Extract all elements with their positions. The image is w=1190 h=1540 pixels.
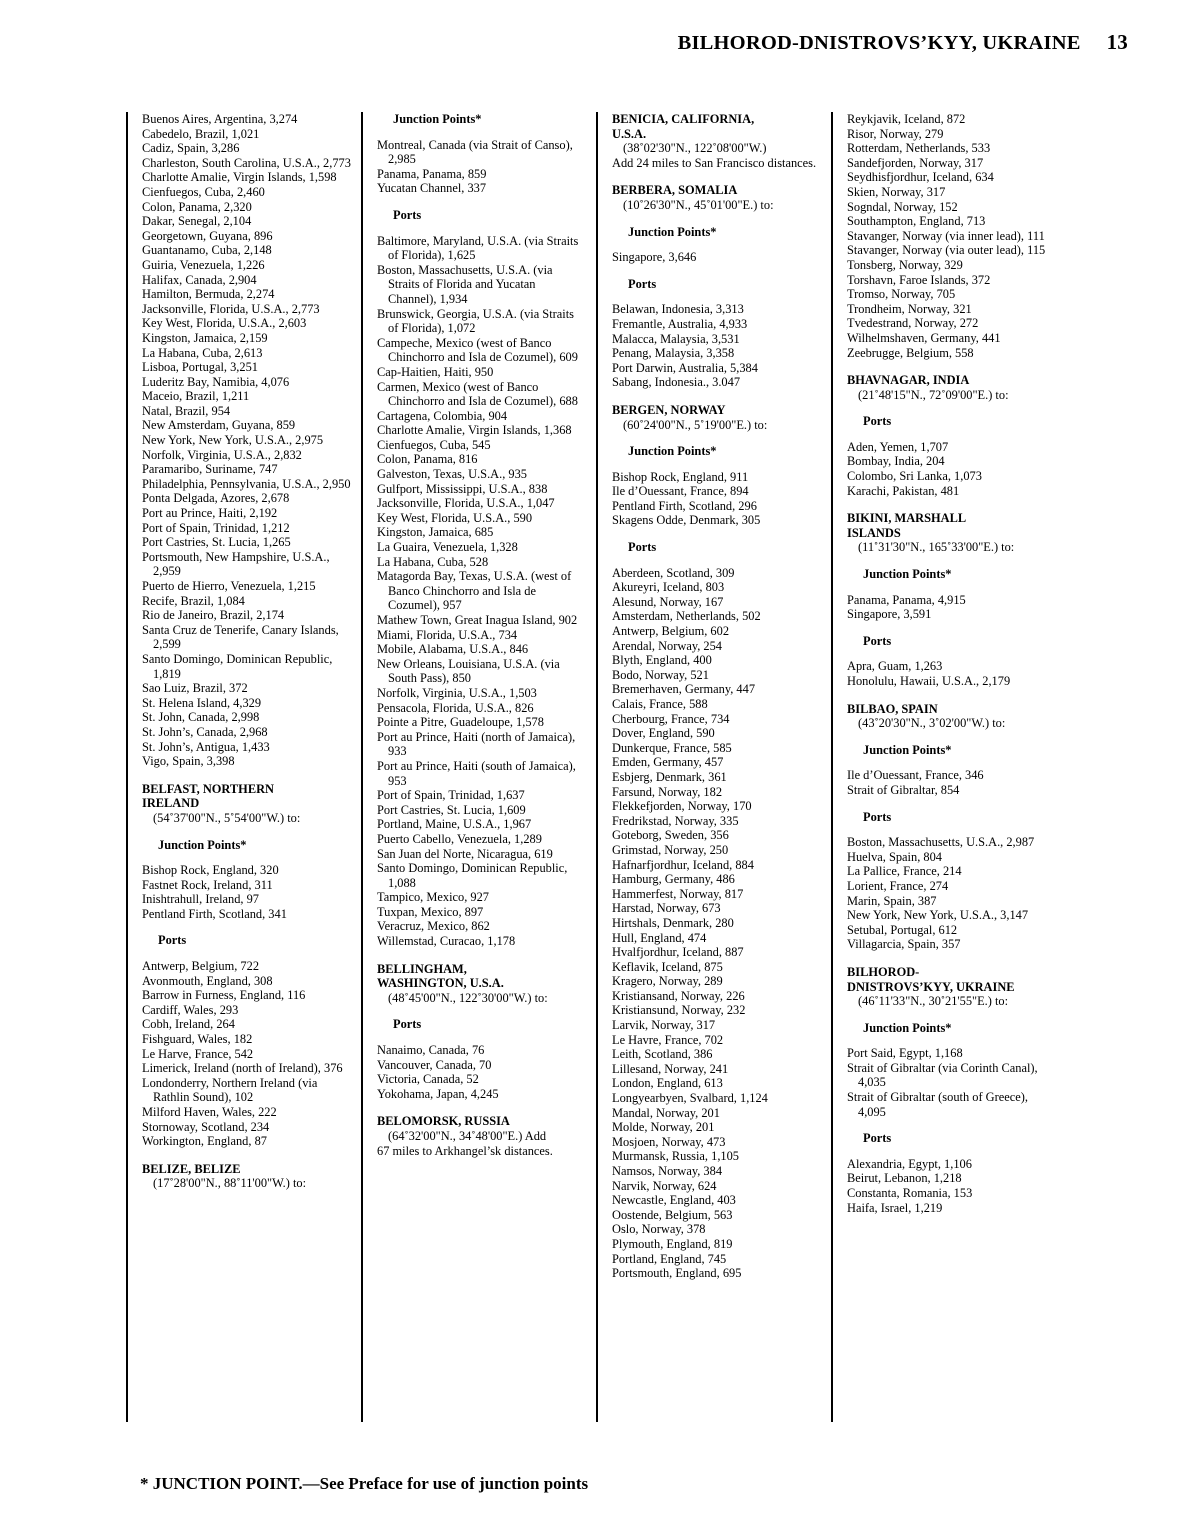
entry-heading [377,962,586,991]
distance-entry: Mobile, Alabama, U.S.A., 846 [377,642,529,657]
entry-heading [612,403,821,418]
section-subheading: Junction Points* [628,444,717,459]
entry-heading-line: BILHOROD- [847,964,920,979]
distance-entry: St. Helena Island, 4,329 [142,695,262,710]
distance-entry: Dunkerque, France, 585 [612,740,732,755]
distance-entry: La Guaira, Venezuela, 1,328 [377,540,518,555]
distance-entry: Santo Domingo, Dominican Republic, 1,819 [142,651,333,681]
distance-entry: Port Castries, St. Lucia, 1,609 [377,802,526,817]
entry-heading [377,1114,586,1129]
distance-entry: Willemstad, Curacao, 1,178 [377,934,516,949]
distance-entry: Maceio, Brazil, 1,211 [142,389,250,404]
distance-entry: Panama, Panama, 859 [377,166,487,181]
distance-entry: Singapore, 3,646 [612,250,697,265]
distance-entry: Zeebrugge, Belgium, 558 [847,345,974,360]
entry-heading-line: IRELAND [142,796,200,811]
distance-entry: Grimstad, Norway, 250 [612,842,729,857]
distance-entry: Murmansk, Russia, 1,105 [612,1149,740,1164]
distance-entry: Pensacola, Florida, U.S.A., 826 [377,700,534,715]
distance-entry: Strait of Gibraltar, 854 [847,782,960,797]
distance-entry: Farsund, Norway, 182 [612,784,723,799]
distance-entry: Campeche, Mexico (west of Banco Chinchorro and Isla de Cozumel), 609 [377,335,578,365]
distance-entry: Cadiz, Spain, 3,286 [142,141,240,156]
distance-entry: Bodo, Norway, 521 [612,667,709,682]
distance-entry: Antwerp, Belgium, 722 [142,959,260,974]
distance-entry: Panama, Panama, 4,915 [847,592,966,607]
entry-heading [847,965,1056,994]
distance-entry: Longyearbyen, Svalbard, 1,124 [612,1091,768,1106]
distance-entry: Strait of Gibraltar (via Corinth Canal), 4,035 [847,1060,1038,1090]
distance-entry: Alexandria, Egypt, 1,106 [847,1156,972,1171]
distance-entry: Amsterdam, Netherlands, 502 [612,609,761,624]
distance-entry: Key West, Florida, U.S.A., 2,603 [142,316,307,331]
distance-entry: Larvik, Norway, 317 [612,1018,716,1033]
section-subheading: Ports [863,1131,892,1146]
entry-heading [847,373,1056,388]
distance-entry: New Orleans, Louisiana, U.S.A. (via South Pass), 850 [377,656,560,686]
distance-entry: Tromso, Norway, 705 [847,287,956,302]
distance-entry: Port Castries, St. Lucia, 1,265 [142,535,291,550]
distance-entry: Baltimore, Maryland, U.S.A. (via Straits of Florida), 1,625 [377,233,579,263]
distance-entry: Fremantle, Australia, 4,933 [612,316,748,331]
distance-entry: Tuxpan, Mexico, 897 [377,904,484,919]
distance-entry: Cobh, Ireland, 264 [142,1017,235,1032]
distance-entry: Halifax, Canada, 2,904 [142,272,257,287]
entry-heading [142,782,351,811]
distance-entry: Leith, Scotland, 386 [612,1047,713,1062]
distance-entry: Limerick, Ireland (north of Ireland), 376 [142,1061,343,1076]
distance-entry: Stornoway, Scotland, 234 [142,1119,270,1134]
distance-entry: Beirut, Lebanon, 1,218 [847,1171,962,1186]
entry-heading-line: BIKINI, MARSHALL [847,511,967,526]
section-subheading: Ports [393,1017,422,1032]
distance-entry: Georgetown, Guyana, 896 [142,228,273,243]
distance-entry: Goteborg, Sweden, 356 [612,828,729,843]
distance-entry: Penang, Malaysia, 3,358 [612,346,735,361]
distance-entry: Karachi, Pakistan, 481 [847,483,960,498]
distance-entry: Hull, England, 474 [612,930,707,945]
distance-entry: Plymouth, England, 819 [612,1236,733,1251]
distance-entry: Boston, Massachusetts, U.S.A. (via Straits of Florida and Yucatan Channel), 1,934 [377,262,553,306]
distance-entry: Puerto Cabello, Venezuela, 1,289 [377,831,542,846]
distance-entry: Pentland Firth, Scotland, 341 [142,906,287,921]
distance-entry: Oostende, Belgium, 563 [612,1207,733,1222]
distance-entry: Kragero, Norway, 289 [612,974,723,989]
distance-entry: Wilhelmshaven, Germany, 441 [847,330,1001,345]
entry-heading [612,112,821,141]
entry-heading-line: BENICIA, CALIFORNIA, [612,112,755,126]
distance-entry: Workington, England, 87 [142,1134,267,1149]
distance-entry: Buenos Aires, Argentina, 3,274 [142,112,298,126]
distance-entry: Inishtrahull, Ireland, 97 [142,892,259,907]
entry-note: 67 miles to Arkhangel’sk distances. [377,1143,553,1158]
section-subheading: Junction Points* [863,742,952,757]
section-subheading: Junction Points* [158,837,247,852]
distance-entry: Port au Prince, Haiti, 2,192 [142,506,278,521]
distance-entry: Guantanamo, Cuba, 2,148 [142,243,272,258]
distance-entry: San Juan del Norte, Nicaragua, 619 [377,846,553,861]
distance-entry: Paramaribo, Suriname, 747 [142,462,278,477]
distance-entry: Emden, Germany, 457 [612,755,724,770]
distance-entry: St. John, Canada, 2,998 [142,710,260,725]
distance-entry: Pentland Firth, Scotland, 296 [612,498,757,513]
entry-coordinates: (43˚20'30"N., 3˚02'00"W.) to: [858,716,1006,731]
distance-entry: Ponta Delgada, Azores, 2,678 [142,491,290,506]
distance-entry: Norfolk, Virginia, U.S.A., 2,832 [142,447,302,462]
distance-entry: Tvedestrand, Norway, 272 [847,316,979,331]
section-subheading: Ports [628,276,657,291]
distance-entry: Cardiff, Wales, 293 [142,1002,239,1017]
distance-entry: Port Said, Egypt, 1,168 [847,1046,963,1061]
distance-entry: Cartagena, Colombia, 904 [377,408,508,423]
distance-entry: Kristiansand, Norway, 226 [612,988,745,1003]
distance-entry: Vancouver, Canada, 70 [377,1057,492,1072]
distance-entry: Villagarcia, Spain, 357 [847,937,961,952]
distance-entry: Luderitz Bay, Namibia, 4,076 [142,374,290,389]
distance-entry: Kingston, Jamaica, 2,159 [142,330,268,345]
entry-coordinates: (46˚11'33"N., 30˚21'55"E.) to: [858,994,1009,1009]
distance-entry: Southampton, England, 713 [847,214,986,229]
distance-entry: Victoria, Canada, 52 [377,1072,479,1087]
distance-entry: Cherbourg, France, 734 [612,711,730,726]
entry-coordinates: (64˚32'00"N., 34˚48'00"E.) Add [388,1129,547,1143]
text-column [831,112,1066,1422]
distance-entry: Trondheim, Norway, 321 [847,301,972,316]
distance-entry: Matagorda Bay, Texas, U.S.A. (west of Banco Chinchorro and Isla de Cozumel), 957 [377,569,572,613]
distance-entry: Bremerhaven, Germany, 447 [612,682,756,697]
entry-heading [847,511,1056,540]
distance-entry: Stavanger, Norway (via outer lead), 115 [847,243,1046,258]
distance-entry: Fishguard, Wales, 182 [142,1032,253,1047]
distance-entry: Port of Spain, Trinidad, 1,637 [377,788,525,803]
distance-entry: Charlotte Amalie, Virgin Islands, 1,598 [142,170,337,185]
distance-entry: Cap-Haitien, Haiti, 950 [377,364,494,379]
distance-entry: Colon, Panama, 2,320 [142,199,252,214]
section-subheading: Ports [628,540,657,555]
distance-entry: Portland, England, 745 [612,1251,727,1266]
distance-entry: Rio de Janeiro, Brazil, 2,174 [142,608,285,623]
distance-entry: Brunswick, Georgia, U.S.A. (via Straits of Florida), 1,072 [377,306,574,336]
distance-entry: Tonsberg, Norway, 329 [847,257,963,272]
running-head-title: BILHOROD-DNISTROVS’KYY, UKRAINE [677,32,1081,54]
distance-entry: Philadelphia, Pennsylvania, U.S.A., 2,950 [142,476,351,491]
distance-entry: Lorient, France, 274 [847,878,949,893]
section-subheading: Ports [863,809,892,824]
distance-entry: Aden, Yemen, 1,707 [847,439,949,454]
distance-entry: Reykjavik, Iceland, 872 [847,112,966,126]
distance-entry: Sabang, Indonesia., 3.047 [612,375,741,390]
text-column [596,112,831,1422]
entry-heading-line: BILBAO, SPAIN [847,701,938,716]
distance-entry: Jacksonville, Florida, U.S.A., 2,773 [142,301,320,316]
distance-entry: Nanaimo, Canada, 76 [377,1043,485,1058]
distance-entry: Singapore, 3,591 [847,607,932,622]
entry-heading [847,702,1056,717]
distance-entry: Recife, Brazil, 1,084 [142,593,245,608]
section-subheading: Ports [158,933,187,948]
distance-entry: Sandefjorden, Norway, 317 [847,155,984,170]
distance-entry: Bishop Rock, England, 320 [142,863,279,878]
entry-coordinates: (38˚02'30"N., 122˚08'00"W.) [623,141,767,156]
entry-note: Add 24 miles to San Francisco distances. [612,155,817,170]
entry-coordinates: (17˚28'00"N., 88˚11'00"W.) to: [153,1176,307,1191]
distance-entry: Rotterdam, Netherlands, 533 [847,141,991,156]
text-column [361,112,596,1422]
distance-entry: Montreal, Canada (via Strait of Canso), 2,985 [377,137,573,167]
distance-entry: New York, New York, U.S.A., 2,975 [142,433,324,448]
distance-entry: Hvalfjordhur, Iceland, 887 [612,945,744,960]
distance-entry: Vigo, Spain, 3,398 [142,754,235,769]
distance-entry: Huelva, Spain, 804 [847,849,942,864]
distance-entry: Gulfport, Mississippi, U.S.A., 838 [377,481,548,496]
section-subheading: Ports [393,207,422,222]
distance-entry: Barrow in Furness, England, 116 [142,988,306,1003]
distance-entry: Risor, Norway, 279 [847,126,944,141]
distance-entry: Cienfuegos, Cuba, 2,460 [142,184,265,199]
distance-entry: Charlotte Amalie, Virgin Islands, 1,368 [377,423,572,438]
distance-entry: Harstad, Norway, 673 [612,901,721,916]
distance-entry: Puerto de Hierro, Venezuela, 1,215 [142,579,316,593]
distance-entry: Hirtshals, Denmark, 280 [612,915,734,930]
distance-entry: Galveston, Texas, U.S.A., 935 [377,467,527,482]
distance-entry: Molde, Norway, 201 [612,1120,715,1135]
distance-entry: Mandal, Norway, 201 [612,1105,720,1120]
distance-entry: Antwerp, Belgium, 602 [612,624,730,639]
distance-entry: Tampico, Mexico, 927 [377,890,489,905]
distance-entry: Narvik, Norway, 624 [612,1178,717,1193]
distance-entry: Skien, Norway, 317 [847,184,946,199]
distance-entry: Fredrikstad, Norway, 335 [612,813,739,828]
distance-entry: Key West, Florida, U.S.A., 590 [377,510,533,525]
distance-entry: Dakar, Senegal, 2,104 [142,214,252,229]
footnote: * JUNCTION POINT.—See Preface for use of junction points [140,1474,589,1493]
distance-entry: Port au Prince, Haiti (north of Jamaica), 933 [377,729,576,759]
distance-entry: St. John’s, Canada, 2,968 [142,724,268,739]
distance-entry: Avonmouth, England, 308 [142,973,273,988]
distance-entry: Colombo, Sri Lanka, 1,073 [847,469,982,484]
entry-heading [612,183,821,198]
distance-entry: Port Darwin, Australia, 5,384 [612,360,758,375]
distance-entry: Setubal, Portugal, 612 [847,922,958,937]
distance-entry: Constanta, Romania, 153 [847,1186,973,1201]
text-column [126,112,361,1422]
distance-entry: Carmen, Mexico (west of Banco Chinchorro and Isla de Cozumel), 688 [377,379,578,409]
distance-entry: Bombay, India, 204 [847,454,945,469]
entry-heading-line: BERBERA, SOMALIA [612,183,738,198]
distance-entry: Yokohama, Japan, 4,245 [377,1086,499,1101]
distance-entry: Keflavik, Iceland, 875 [612,959,723,974]
entry-heading-line: WASHINGTON, U.S.A. [377,976,504,991]
distance-entry: Oslo, Norway, 378 [612,1222,706,1237]
distance-entry: Sao Luiz, Brazil, 372 [142,681,248,696]
distance-entry: Stavanger, Norway (via inner lead), 111 [847,228,1045,243]
distance-entry: Haifa, Israel, 1,219 [847,1200,943,1215]
distance-entry: Hammerfest, Norway, 817 [612,886,744,901]
distance-entry: Jacksonville, Florida, U.S.A., 1,047 [377,496,555,511]
distance-entry: Portland, Maine, U.S.A., 1,967 [377,817,532,832]
distance-entry: Esbjerg, Denmark, 361 [612,769,727,784]
section-subheading: Junction Points* [393,112,482,126]
running-head [0,30,1128,55]
distance-entry: Port au Prince, Haiti (south of Jamaica), 953 [377,758,576,788]
distance-entry: Yucatan Channel, 337 [377,181,487,196]
distance-entry: Santa Cruz de Tenerife, Canary Islands, 2,599 [142,622,339,652]
distance-entry: Strait of Gibraltar (south of Greece), 4,095 [847,1090,1028,1119]
distance-entry: Mosjoen, Norway, 473 [612,1134,726,1149]
entry-coordinates: (21˚48'15"N., 72˚09'00"E.) to: [858,387,1009,402]
distance-entry: Skagens Odde, Denmark, 305 [612,513,761,528]
entry-heading-line: BELFAST, NORTHERN [142,781,274,796]
entry-heading-line: ISLANDS [847,525,901,540]
section-subheading: Ports [863,414,892,429]
section-subheading: Junction Points* [863,567,952,582]
distance-entry: Norfolk, Virginia, U.S.A., 1,503 [377,685,537,700]
entry-heading-line: BELIZE, BELIZE [142,1161,241,1176]
entry-coordinates: (60˚24'00"N., 5˚19'00"E.) to: [623,417,768,432]
distance-entry: Hafnarfjordhur, Iceland, 884 [612,857,754,872]
distance-entry: Le Havre, France, 702 [612,1032,724,1047]
distance-entry: Miami, Florida, U.S.A., 734 [377,627,518,642]
distance-entry: Natal, Brazil, 954 [142,403,231,418]
distance-entry: Colon, Panama, 816 [377,452,478,467]
distance-entry: Belawan, Indonesia, 3,313 [612,302,744,317]
distance-entry: Blyth, England, 400 [612,653,712,668]
entry-coordinates: (54˚37'00"N., 5˚54'00"W.) to: [153,810,301,825]
distance-entry: London, England, 613 [612,1076,723,1091]
distance-entry: Cabedelo, Brazil, 1,021 [142,126,260,141]
distance-entry: Pointe a Pitre, Guadeloupe, 1,578 [377,715,544,730]
distance-entry: Londonderry, Northern Ireland (via Rathlin Sound), 102 [142,1075,318,1105]
distance-entry: Akureyri, Iceland, 803 [612,580,725,595]
distance-entry: Ile d’Ouessant, France, 894 [612,484,749,499]
distance-entry: Lillesand, Norway, 241 [612,1061,729,1076]
distance-entry: St. John’s, Antigua, 1,433 [142,739,270,754]
entry-coordinates: (10˚26'30"N., 45˚01'00"E.) to: [623,197,774,212]
distance-entry: Fastnet Rock, Ireland, 311 [142,877,273,892]
section-subheading: Junction Points* [863,1020,952,1035]
distance-entry: Honolulu, Hawaii, U.S.A., 2,179 [847,674,1011,688]
entry-coordinates: (11˚31'30"N., 165˚33'00"E.) to: [858,540,1015,555]
distance-entry: Newcastle, England, 403 [612,1193,736,1208]
section-subheading: Junction Points* [628,224,717,239]
distance-entry: Santo Domingo, Dominican Republic, 1,088 [377,861,568,890]
distance-entry: Portsmouth, England, 695 [612,1266,742,1281]
entry-coordinates: (48˚45'00"N., 122˚30'00"W.) to: [388,990,548,1005]
distance-entry: La Habana, Cuba, 2,613 [142,345,263,360]
entry-heading-line: BELOMORSK, RUSSIA [377,1114,510,1129]
distance-entry: Calais, France, 588 [612,697,708,711]
section-subheading: Ports [863,633,892,648]
entry-heading-line: BELLINGHAM, [377,961,467,976]
distance-entry: Ile d’Ouessant, France, 346 [847,768,984,783]
distance-entry: La Habana, Cuba, 528 [377,554,489,569]
distance-entry: Cienfuegos, Cuba, 545 [377,437,491,452]
distance-entry: Hamilton, Bermuda, 2,274 [142,287,275,302]
entry-heading-line: BERGEN, NORWAY [612,402,726,417]
distance-entry: Alesund, Norway, 167 [612,594,724,609]
entry-heading-line: DNISTROVS’KYY, UKRAINE [847,979,1015,994]
distance-entry: Apra, Guam, 1,263 [847,659,943,674]
distance-entry: Boston, Massachusetts, U.S.A., 2,987 [847,835,1035,850]
distance-entry: Charleston, South Carolina, U.S.A., 2,773 [142,155,351,170]
distance-entry: Milford Haven, Wales, 222 [142,1105,277,1119]
distance-entry: Le Harve, France, 542 [142,1046,254,1061]
entry-heading-line: BHAVNAGAR, INDIA [847,373,970,388]
distance-entry: New Amsterdam, Guyana, 859 [142,418,296,433]
distance-entry: Kristiansund, Norway, 232 [612,1003,746,1018]
distance-table-columns [126,112,1066,1422]
distance-entry: Malacca, Malaysia, 3,531 [612,331,740,346]
distance-entry: Port of Spain, Trinidad, 1,212 [142,520,290,535]
distance-entry: Aberdeen, Scotland, 309 [612,565,735,580]
distance-entry: Seydhisfjordhur, Iceland, 634 [847,170,994,185]
distance-entry: Hamburg, Germany, 486 [612,872,735,887]
distance-entry: Mathew Town, Great Inagua Island, 902 [377,613,578,627]
distance-entry: Sogndal, Norway, 152 [847,199,958,214]
distance-entry: Guiria, Venezuela, 1,226 [142,257,265,272]
distance-entry: Kingston, Jamaica, 685 [377,525,494,540]
distance-entry: Flekkefjorden, Norway, 170 [612,799,752,814]
distance-entry: Veracruz, Mexico, 862 [377,919,490,934]
entry-heading [142,1162,351,1177]
distance-entry: Bishop Rock, England, 911 [612,469,749,484]
distance-entry: Torshavn, Faroe Islands, 372 [847,272,991,287]
distance-entry: Dover, England, 590 [612,726,715,741]
distance-entry: Arendal, Norway, 254 [612,638,722,653]
distance-entry: Portsmouth, New Hampshire, U.S.A., 2,959 [142,549,330,579]
distance-entry: Namsos, Norway, 384 [612,1164,723,1178]
distance-entry: Marin, Spain, 387 [847,893,937,908]
page-number: 13 [1106,30,1128,54]
entry-heading-line: U.S.A. [612,126,647,141]
distance-entry: La Pallice, France, 214 [847,864,962,879]
distance-entry: Lisboa, Portugal, 3,251 [142,360,258,375]
distance-entry: New York, New York, U.S.A., 3,147 [847,908,1029,923]
